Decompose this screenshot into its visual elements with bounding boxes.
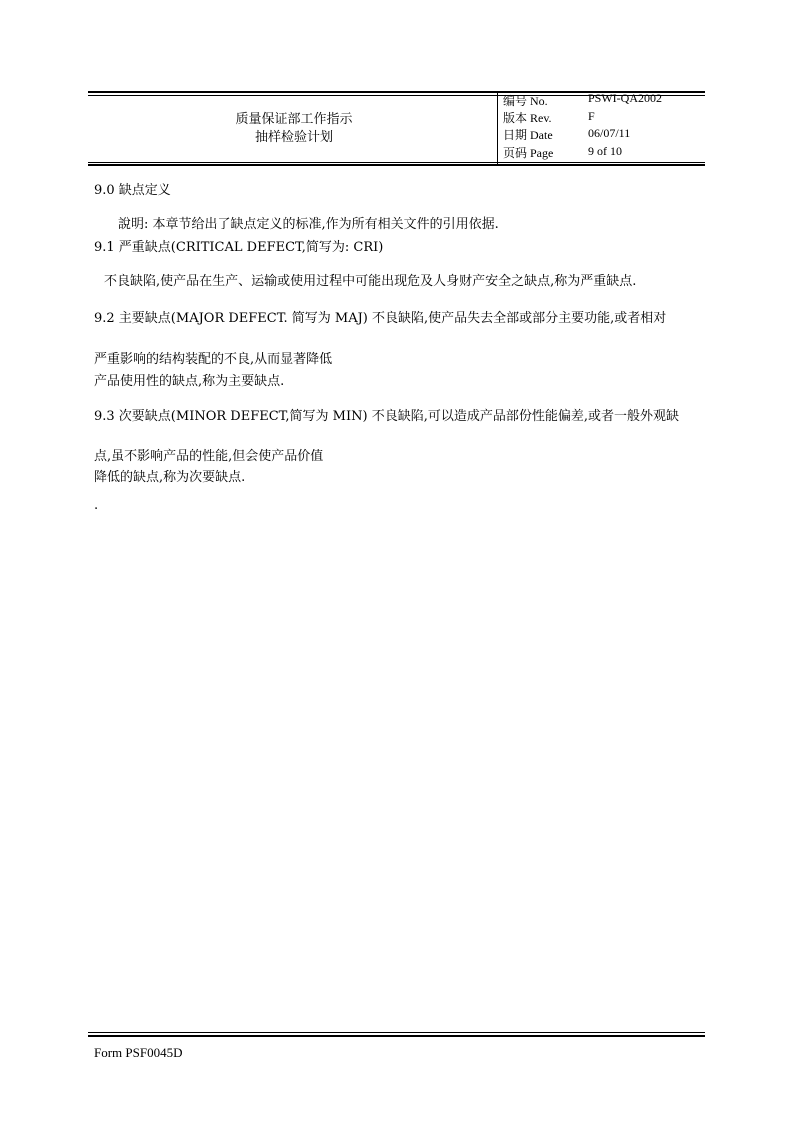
- header-bottom-rule-thick: [88, 164, 705, 166]
- section-note: 說明: 本章节给出了缺点定义的标准,作为所有相关文件的引用依据.: [118, 217, 499, 232]
- meta-label-revision: 版本 Rev.: [503, 111, 552, 125]
- footer-rule-thin: [88, 1032, 705, 1033]
- definition-9-3-line1: 点,虽不影响产品的性能,但会使产品价值: [94, 449, 324, 464]
- meta-value-number: PSWI-QA2002: [588, 91, 662, 105]
- section-heading-9-3: 9.3 次要缺点(MINOR DEFECT,简写为 MIN) 不良缺陷,可以造成产品部份性能偏差,或者一般外观缺: [94, 409, 679, 424]
- meta-value-revision: F: [588, 109, 595, 123]
- section-heading-9-2: 9.2 主要缺点(MAJOR DEFECT. 简写为 MAJ) 不良缺陷,使产品失去全部或部分主要功能,或者相对: [94, 311, 667, 326]
- meta-label-date: 日期 Date: [503, 128, 553, 142]
- section-heading-9-1: 9.1 严重缺点(CRITICAL DEFECT,简写为: CRI): [94, 240, 384, 255]
- document-subtitle: 抽样检验计划: [254, 130, 333, 145]
- trailing-dot: .: [94, 498, 99, 513]
- meta-value-page: 9 of 10: [588, 144, 622, 158]
- document-title: 质量保证部工作指示: [235, 112, 353, 127]
- meta-label-page: 页码 Page: [503, 146, 554, 160]
- definition-9-3-line2: 降低的缺点,称为次要缺点.: [94, 470, 246, 485]
- form-id: Form PSF0045D: [94, 1045, 183, 1060]
- section-heading-9-0: 9.0 缺点定义: [94, 183, 171, 198]
- definition-9-2-line2: 产品使用性的缺点,称为主要缺点.: [94, 374, 285, 389]
- header-divider: [497, 91, 498, 164]
- definition-9-1: 不良缺陷,使产品在生产、运输或使用过程中可能出现危及人身财产安全之缺点,称为严重缺点.: [104, 274, 637, 289]
- meta-value-date: 06/07/11: [588, 126, 631, 140]
- meta-label-number: 编号 No.: [503, 94, 548, 108]
- header-bottom-rule-thin: [88, 162, 705, 163]
- footer-rule-thick: [88, 1035, 705, 1037]
- definition-9-2-line1: 严重影响的结构装配的不良,从而显著降低: [94, 352, 333, 367]
